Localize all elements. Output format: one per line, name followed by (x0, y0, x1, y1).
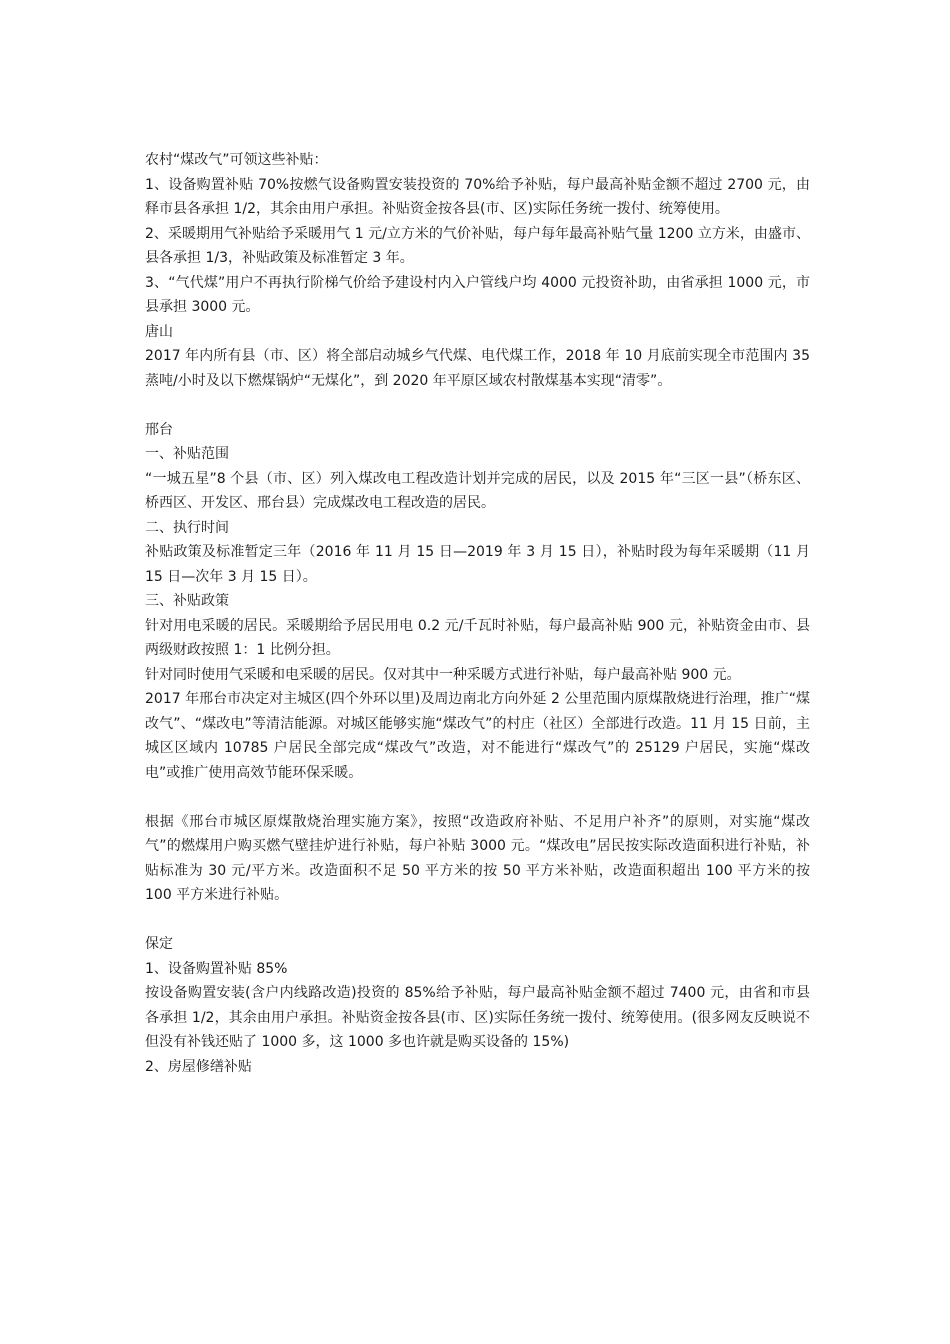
paragraph: 针对同时使用气采暖和电采暖的居民。仅对其中一种采暖方式进行补贴，每户最高补贴 900 元。 (145, 666, 741, 683)
paragraph: 针对用电采暖的居民。采暖期给予居民用电 0.2 元/千瓦时补贴，每户最高补贴 900 元，补贴资金由市、县两级财政按照 1：1 比例分担。 (145, 617, 810, 658)
section-heading-xingtai: 邢台 (145, 421, 173, 438)
section-heading-tangshan: 唐山 (145, 323, 173, 340)
paragraph: 根据《邢台市城区原煤散烧治理实施方案》，按照“改造政府补贴、不足用户补齐”的原则，对实施“煤改气”的燃煤用户购买燃气壁挂炉进行补贴，每户补贴 3000 元。“煤改电”居民按实际改造面积进行补贴，补贴标准为 30 元/平方米。改造面积不足 50 平方米的按 50 平方米补贴，改造面积超出 100 平方米的按 100 平方米进行补贴。 (145, 813, 810, 903)
section-heading-baoding: 保定 (145, 936, 173, 952)
subheading: 一、补贴范围 (145, 446, 229, 462)
subheading: 2、房屋修缮补贴 (145, 1058, 252, 1075)
subheading: 1、设备购置补贴 85% (145, 960, 288, 977)
paragraph: 1、设备购置补贴 70%按燃气设备购置安装投资的 70%给予补贴，每户最高补贴金额不超过 2700 元，由释市县各承担 1/2，其余由用户承担。补贴资金按各县(市、区)实际任务统一拨付、统筹使用。 (145, 176, 810, 217)
blank-line (145, 785, 810, 810)
paragraph: 补贴政策及标准暂定三年（2016 年 11 月 15 日—2019 年 3 月 15 日），补贴时段为每年采暖期（11 月 15 日—次年 3 月 15 日）。 (145, 544, 810, 585)
paragraph: “一城五星”8 个县（市、区）列入煤改电工程改造计划并完成的居民，以及 2015 年“三区一县”（桥东区、桥西区、开发区、邢台县）完成煤改电工程改造的居民。 (145, 470, 810, 511)
intro-heading: 农村“煤改气”可领这些补贴： (145, 152, 328, 168)
blank-line (145, 908, 810, 933)
paragraph: 3、“气代煤”用户不再执行阶梯气价给予建设村内入户管线户均 4000 元投资补助，由省承担 1000 元，市县承担 3000 元。 (145, 274, 810, 315)
subheading: 三、补贴政策 (145, 593, 229, 609)
paragraph: 2017 年内所有县（市、区）将全部启动城乡气代煤、电代煤工作，2018 年 10 月底前实现全市范围内 35 蒸吨/小时及以下燃煤锅炉“无煤化”，到 2020 年平原区域农村散煤基本实现“清零”。 (145, 348, 810, 389)
paragraph: 按设备购置安装(含户内线路改造)投资的 85%给予补贴，每户最高补贴金额不超过 7400 元，由省和市县各承担 1/2，其余由用户承担。补贴资金按各县(市、区)实际任务统一拨付、统筹使用。(很多网友反映说不但没有补钱还贴了 1000 多，这 1000 多也许就是购买设备的 15%) (145, 985, 810, 1050)
paragraph: 2017 年邢台市决定对主城区(四个外环以里)及周边南北方向外延 2 公里范围内原煤散烧进行治理，推广“煤改气”、“煤改电”等清洁能源。对城区能够实施“煤改气”的村庄（社区）全部进行改造。11 月 15 日前，主城区区域内 10785 户居民全部完成“煤改气”改造，对不能进行“煤改气”的 25129 户居民，实施“煤改电”或推广使用高效节能环保采暖。 (145, 691, 810, 781)
document-body (145, 148, 810, 1079)
blank-line (145, 393, 810, 418)
subheading: 二、执行时间 (145, 519, 229, 536)
paragraph: 2、采暖期用气补贴给予采暖用气 1 元/立方米的气价补贴，每户每年最高补贴气量 1200 立方米，由盛市、县各承担 1/3，补贴政策及标准暂定 3 年。 (145, 225, 810, 266)
